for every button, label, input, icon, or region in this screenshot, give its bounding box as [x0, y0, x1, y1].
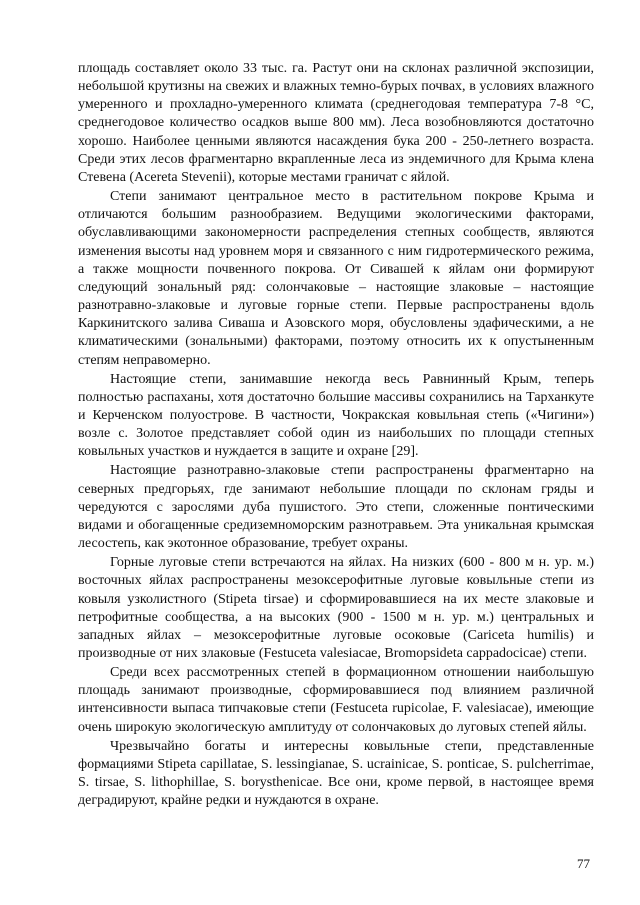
- paragraph-5: Горные луговые степи встречаются на яйлах. На низких (600 - 800 м н. ур. м.) восточных яйлах распространены мезоксерофитные луговые ковыльные степи из ковыля узколистного (Stipeta tirsae) и сформировавшиеся на их месте злаковые и петрофитные сообщества, а на высоких (900 - 1500 м н. ур. м.) центральных и западных яйлах – мезоксерофитные луговые осоковые (Cariceta humilis) и производные от них злаковые (Festuceta valesiacae, Bromopsideta cappadocicae) степи.: [78, 555, 594, 661]
- paragraph-2: Степи занимают центральное место в растительном покрове Крыма и отличаются большим разнообразием. Ведущими экологическими факторами, обуславливающими закономерности распределения степных сообществ, являются изменения высоты над уровнем моря и связанного с ним гидротермического режима, а также мощности почвенного покрова. От Сивашей к яйлам они формируют следующий зональный ряд: солончаковые – настоящие злаковые – настоящие разнотравно-злаковые и луговые горные степи. Первые распространены вдоль Каркинитского залива Сиваша и Азовского моря, обусловлены эдафическими, а не климатическими (зональными) факторами, поэтому относить их к опустыненным степям неправомерно.: [78, 189, 594, 368]
- paragraph-6: Среди всех рассмотренных степей в формационном отношении наибольшую площадь занимают производные, сформировавшиеся под влиянием различной интенсивности выпаса типчаковые степи (Festuceta rupicolae, F. valesiacae), имеющие очень широкую экологическую амплитуду от солончаковых до луговых степей яйлы.: [78, 665, 594, 735]
- page-body: [78, 60, 594, 811]
- paragraph-3: Настоящие степи, занимавшие некогда весь Равнинный Крым, теперь полностью распаханы, хотя достаточно большие массивы сохранились на Тарханкуте и Керченском полуострове. В частности, Чокракская ковыльная степь («Чигини») возле с. Золотое представляет собой один из наибольших по площади степных ковыльных участков и нуждается в защите и охране [29].: [78, 371, 594, 460]
- paragraph-7: Чрезвычайно богаты и интересны ковыльные степи, представленные формациями Stipeta capillatae, S. lessingianae, S. ucrainicae, S. ponticae, S. pulcherrimae, S. tirsae, S. lithophillae, S. borysthenicae. Все они, кроме первой, в настоящее время деградируют, крайне редки и нуждаются в охране.: [78, 738, 594, 809]
- paragraph-4: Настоящие разнотравно-злаковые степи распространены фрагментарно на северных предгорьях, где занимают небольшие площади по склонам гряды и чередуются с зарослями дуба пушистого. Это степи, сложенные понтическими видами и обогащенные средиземноморским разнотравьем. Эта уникальная крымская лесостепь, как экотонное образование, требует охраны.: [78, 463, 594, 552]
- page-number: 77: [577, 856, 590, 871]
- paragraph-1: площадь составляет около 33 тыс. га. Растут они на склонах различной экспозиции, небольшой крутизны на свежих и влажных темно-бурых почвах, в условиях влажного умеренного и прохладно-умеренного климата (среднегодовая температура 7-8 °С, среднегодовое количество осадков выше 800 мм). Леса возобновляются достаточно хорошо. Наиболее ценными являются насаждения бука 200 - 250-летнего возраста. Среди этих лесов фрагментарно вкрапленные леса из эндемичного для Крыма клена Стевена (Acereta Stevenii), которые местами граничат с яйлой.: [78, 61, 594, 185]
